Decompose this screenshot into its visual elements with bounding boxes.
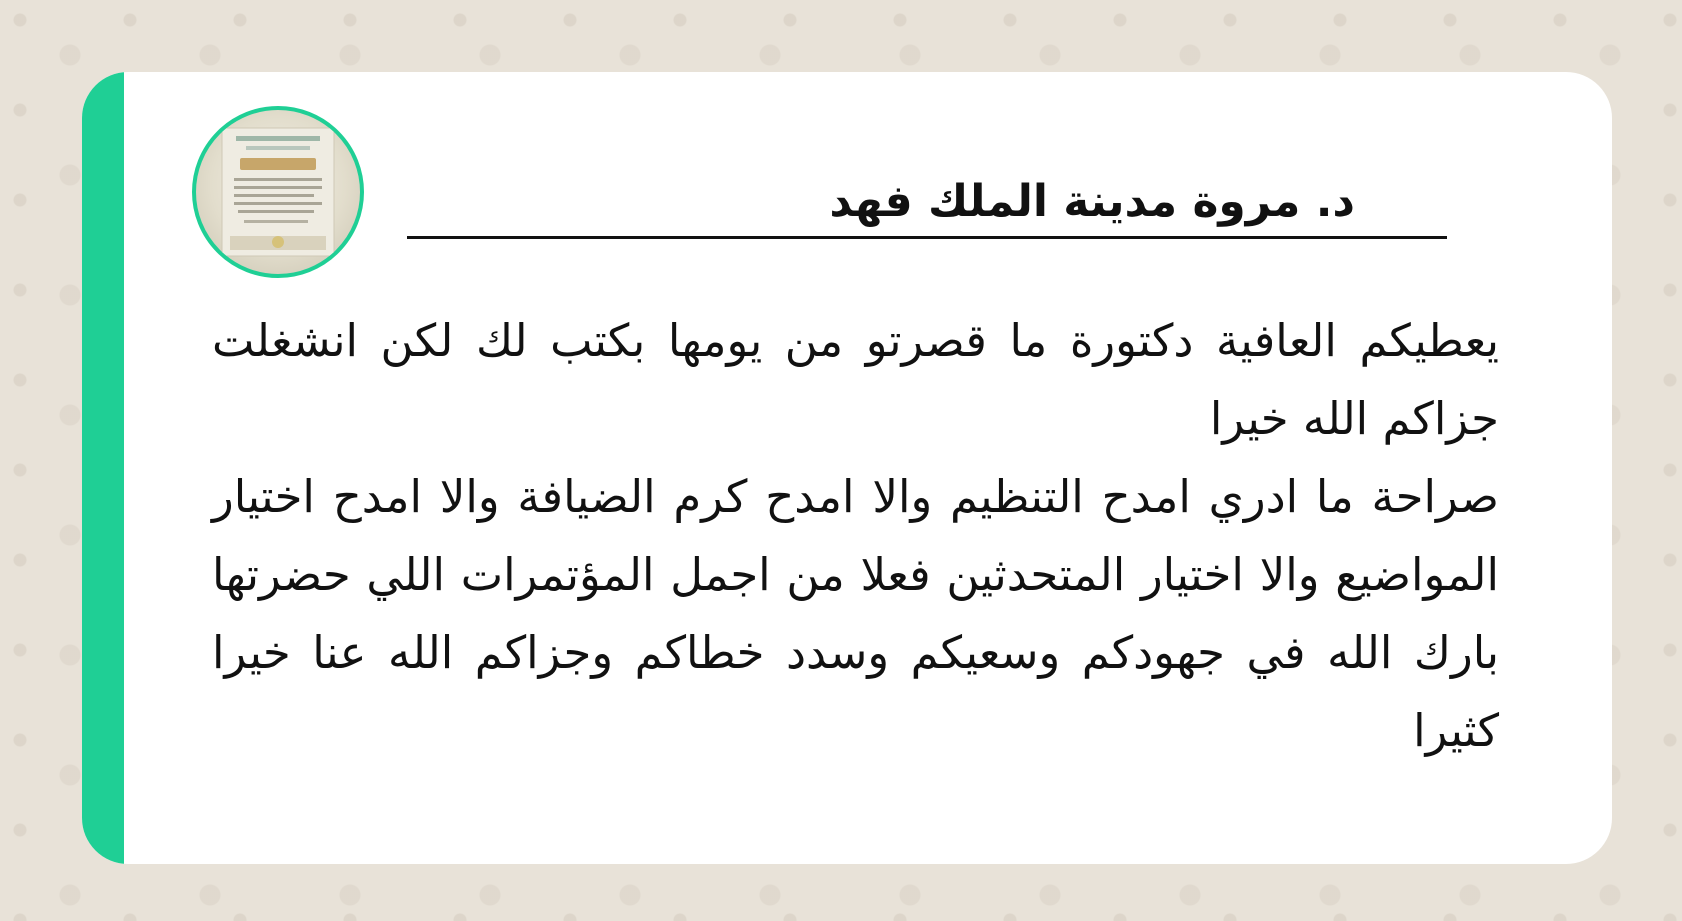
author-name: د. مروة مدينة الملك فهد [829,176,1355,227]
certificate-photo-icon [196,110,360,274]
author-name-underline [407,236,1447,239]
accent-bar [82,72,124,864]
review-message-paragraph: صراحة ما ادري امدح التنظيم والا امدح كرم الضيافة والا امدح اختيار المواضيع والا اختيار المتحدثين فعلا من اجمل المؤتمرات اللي حضرتها بارك الله في جهودكم وسعيكم وسدد خطاكم وجزاكم الله عنا خيرا كثيرا [212,470,1499,757]
testimonial-card [82,72,1612,864]
review-message [212,302,1499,770]
review-message-paragraph: يعطيكم العافية دكتورة ما قصرتو من يومها بكتب لك لكن انشغلت جزاكم الله خيرا [212,314,1499,445]
avatar [192,106,364,278]
